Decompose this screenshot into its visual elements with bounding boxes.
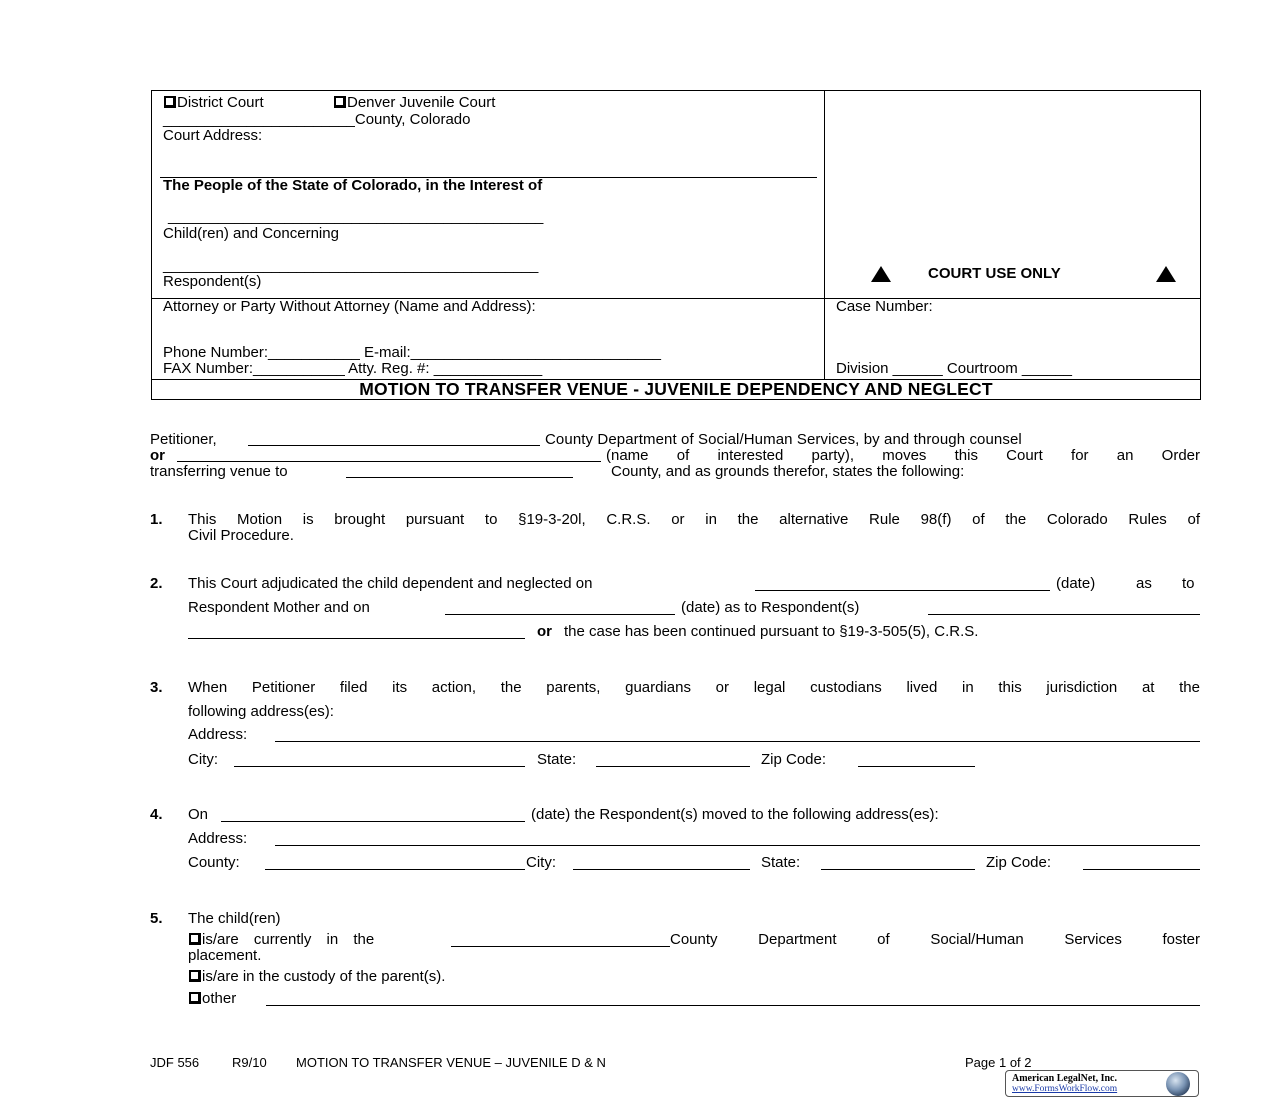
district-court-option[interactable]: District Court: [164, 94, 264, 111]
triangle-up-icon: [1156, 266, 1176, 286]
address-label: Address:: [188, 830, 248, 847]
intro-petitioner: Petitioner,: [150, 431, 217, 448]
phone-email-line[interactable]: Phone Number:___________ E-mail:______________________________: [163, 344, 661, 361]
globe-icon: [1166, 1072, 1190, 1096]
state-label: State:: [761, 854, 801, 871]
address-label: Address:: [188, 726, 248, 743]
fax-atty-line[interactable]: FAX Number:___________ Atty. Reg. #: _____________: [163, 360, 543, 377]
state-label: State:: [537, 751, 577, 768]
city-line[interactable]: [573, 869, 750, 870]
court-use-only: COURT USE ONLY: [928, 265, 1061, 282]
foster-line-rest: County Department of Social/Human Services foster: [670, 931, 1200, 948]
state-line[interactable]: [821, 869, 975, 870]
child-name-line[interactable]: _____________________________________________: [168, 208, 544, 225]
item2-date-label: (date): [1056, 575, 1096, 592]
city-label: City:: [526, 854, 556, 871]
intro-line1-rest: County Department of Social/Human Services, by and through counsel: [545, 431, 1022, 448]
item2-or: or: [537, 623, 552, 640]
foster-county-line[interactable]: [451, 946, 670, 947]
footer-rev: R9/10: [232, 1055, 267, 1070]
county-label: County:: [188, 854, 240, 871]
item2-line3: the case has been continued pursuant to §19-3-505(5), C.R.S.: [564, 623, 979, 640]
item4-line1: (date) the Respondent(s) moved to the following address(es):: [531, 806, 939, 823]
item-number: 1.: [150, 511, 163, 528]
triangle-up-icon: [871, 266, 891, 286]
zip-label: Zip Code:: [986, 854, 1052, 871]
caption-divider-vertical: [824, 90, 825, 380]
denver-juvenile-court-option[interactable]: Denver Juvenile Court: [334, 94, 495, 111]
respondent-name-line[interactable]: _____________________________________________: [163, 257, 539, 274]
intro-line3-rest: County, and as grounds therefor, states the following:: [611, 463, 965, 480]
intro-or: or: [150, 447, 165, 464]
item1-line1: This Motion is brought pursuant to §19-3-20l, C.R.S. or in the alternative Rule 98(f) of the Colorado Rules of: [188, 511, 1200, 528]
item3-line2: following address(es):: [188, 703, 334, 720]
item-number: 5.: [150, 910, 163, 927]
court-address-label: Court Address:: [163, 127, 263, 144]
foster-line2: placement.: [188, 947, 262, 964]
vendor-badge[interactable]: [1005, 1070, 1199, 1097]
vendor-name: American LegalNet, Inc.: [1012, 1073, 1117, 1084]
checkbox-icon[interactable]: [164, 96, 176, 108]
attorney-label: Attorney or Party Without Attorney (Name and Address):: [163, 298, 536, 315]
footer-page: Page 1 of 2: [965, 1055, 1032, 1070]
item5-line1: The child(ren): [188, 910, 281, 927]
moved-date-line[interactable]: [221, 821, 525, 822]
city-line[interactable]: [234, 766, 525, 767]
item2-respondents: (date) as to Respondent(s): [681, 599, 860, 616]
counsel-line[interactable]: [177, 461, 601, 462]
checkbox-icon[interactable]: [189, 933, 201, 945]
other-option[interactable]: other: [189, 990, 236, 1007]
item-number: 4.: [150, 806, 163, 823]
address-line[interactable]: [275, 845, 1200, 846]
petitioner-county-line[interactable]: [248, 445, 540, 446]
venue-county-line[interactable]: [346, 477, 573, 478]
county-colorado: _______________________County, Colorado: [163, 111, 471, 128]
case-number-label: Case Number:: [836, 298, 933, 315]
division-courtroom[interactable]: Division ______ Courtroom ______: [836, 360, 1072, 377]
intro-transferring: transferring venue to: [150, 463, 288, 480]
adjudication-date-line[interactable]: [755, 590, 1050, 591]
item-number: 3.: [150, 679, 163, 696]
zip-line[interactable]: [1083, 869, 1200, 870]
footer-title: MOTION TO TRANSFER VENUE – JUVENILE D & N: [296, 1055, 606, 1070]
zip-line[interactable]: [858, 766, 975, 767]
address-line[interactable]: [275, 741, 1200, 742]
item1-line2: Civil Procedure.: [188, 527, 294, 544]
item-number: 2.: [150, 575, 163, 592]
other-line[interactable]: [266, 1005, 1200, 1006]
people-of-state: The People of the State of Colorado, in the Interest of: [163, 177, 543, 194]
mother-date-line[interactable]: [445, 614, 675, 615]
checkbox-icon[interactable]: [189, 992, 201, 1004]
item2-as: as: [1136, 575, 1152, 592]
foster-placement-option[interactable]: is/are currently in the: [189, 931, 374, 948]
parent-custody-option[interactable]: is/are in the custody of the parent(s).: [189, 968, 445, 985]
checkbox-icon[interactable]: [189, 970, 201, 982]
respondents-label: Respondent(s): [163, 273, 262, 290]
vendor-url[interactable]: www.FormsWorkFlow.com: [1012, 1084, 1118, 1094]
intro-line2-rest: (name of interested party), moves this Court for an Order: [606, 447, 1200, 464]
county-line[interactable]: [265, 869, 525, 870]
form-title: MOTION TO TRANSFER VENUE - JUVENILE DEPENDENCY AND NEGLECT: [359, 379, 993, 399]
item2-line3-blank[interactable]: [188, 638, 525, 639]
item3-line1: When Petitioner filed its action, the parents, guardians or legal custodians lived in this jurisdiction at the: [188, 679, 1200, 696]
city-label: City:: [188, 751, 218, 768]
zip-label: Zip Code:: [761, 751, 827, 768]
children-concerning-label: Child(ren) and Concerning: [163, 225, 339, 242]
checkbox-icon[interactable]: [334, 96, 346, 108]
respondents-line[interactable]: [928, 614, 1200, 615]
item2-to: to: [1182, 575, 1195, 592]
item2-line1: This Court adjudicated the child dependent and neglected on: [188, 575, 593, 592]
state-line[interactable]: [596, 766, 750, 767]
item2-line2: Respondent Mother and on: [188, 599, 370, 616]
footer-form-id: JDF 556: [150, 1055, 200, 1070]
item4-on: On: [188, 806, 209, 823]
